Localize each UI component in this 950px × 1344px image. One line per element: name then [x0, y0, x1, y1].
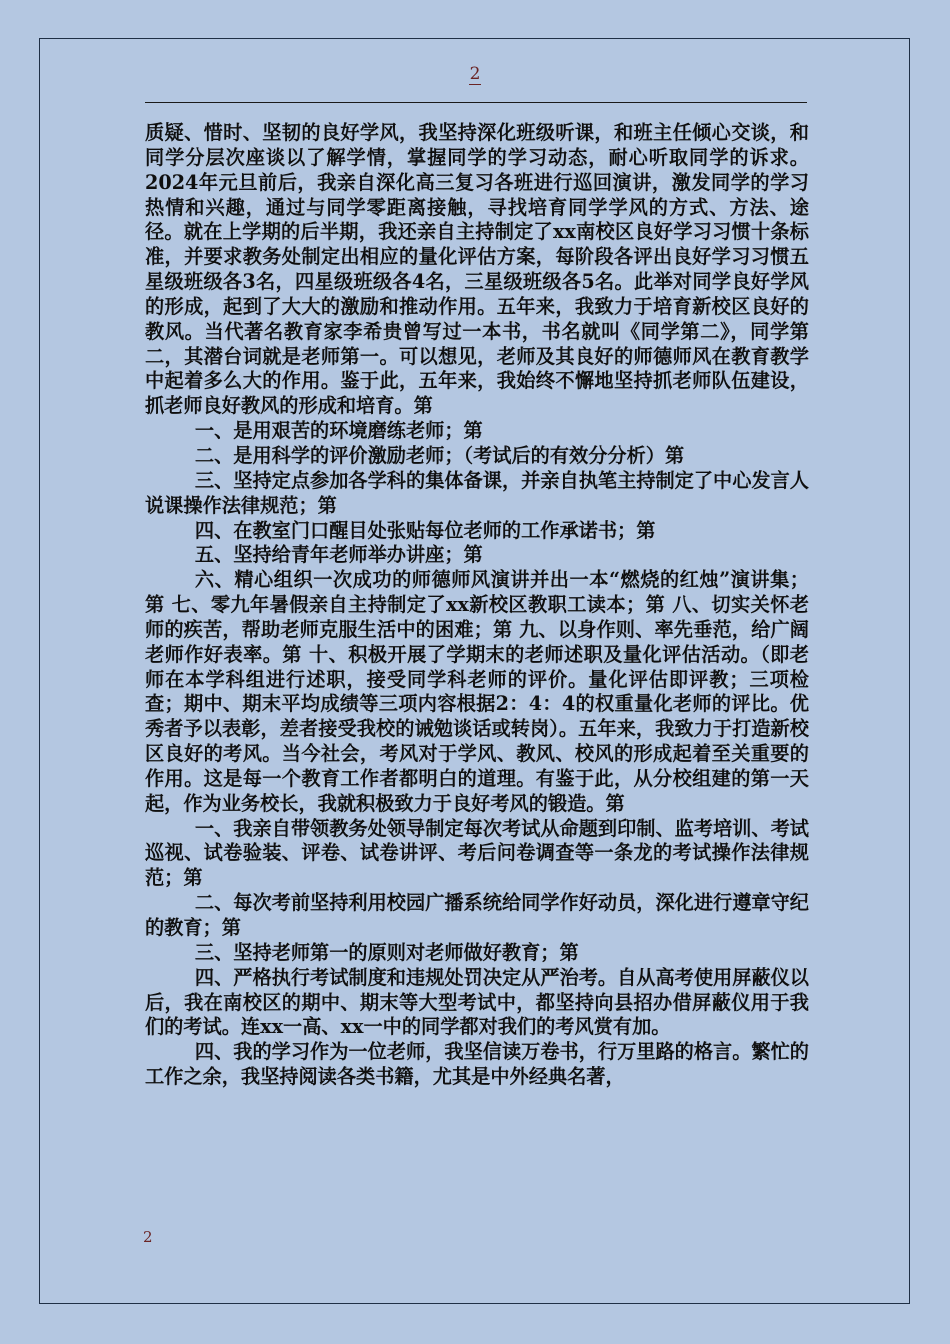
- header-page-number-text: 2: [469, 64, 481, 84]
- paragraph: 三、坚持老师第一的原则对老师做好教育；第: [194, 940, 579, 964]
- paragraph: 质疑、惜时、坚韧的良好学风，我坚持深化班级听课，和班主任倾心交谈，和同学分层次座谈以了解学情，掌握同学的学习动态，耐心听取同学的诉求。2024年元旦前后，我亲自深化高三复习各班进行巡回演讲，激发同学的学习热情和兴趣，通过与同学零距离接触，寻找培育同学学风的方式、方法、途径。就在上学期的后半期，我还亲自主持制定了xx南校区良好学习习惯十条标准，并要求教务处制定出相应的量化评估方案，每阶段各评出良好学习习惯五星级班级各3名，四星级班级各4名，三星级班级各5名。此举对同学良好学风的形成，起到了大大的激励和推动作用。五年来，我致力于培育新校区良好的教风。当代著名教育家李希贵曾写过一本书，书名就叫《同学第二》，同学第二，其潜台词就是老师第一。可以想见，老师及其良好的师德师风在教育教学中起着多么大的作用。鉴于此，五年来，我始终不懈地坚持抓老师队伍建设，抓老师良好教风的形成和培育。第: [145, 121, 809, 418]
- footer-page-number: 2: [143, 1228, 153, 1246]
- paragraph: 五、坚持给青年老师举办讲座；第: [194, 543, 483, 567]
- paragraph: 三、坚持定点参加各学科的集体备课，并亲自执笔主持制定了中心发言人说课操作法律规范；第: [145, 468, 809, 517]
- paragraph: 一、我亲自带领教务处领导制定每次考试从命题到印制、监考培训、考试巡视、试卷验装、评卷、试卷讲评、考后问卷调查等一条龙的考试操作法律规范；第: [145, 816, 809, 890]
- paragraph: 一、是用艰苦的环境磨练老师；第: [194, 419, 483, 443]
- paragraph: 四、我的学习作为一位老师，我坚信读万卷书，行万里路的格言。繁忙的工作之余，我坚持阅读各类书籍，尤其是中外经典名著，: [145, 1040, 809, 1089]
- paragraph: 二、是用科学的评价激励老师；（考试后的有效分分析）第: [194, 443, 685, 467]
- paragraph: 四、在教室门口醒目处张贴每位老师的工作承诺书；第: [194, 518, 656, 542]
- header-rule: [145, 102, 807, 103]
- header-page-number: [0, 64, 950, 84]
- paragraph: 四、严格执行考试制度和违规处罚决定从严治考。自从高考使用屏蔽仪以后，我在南校区的期中、期末等大型考试中，都坚持向县招办借屏蔽仪用于我们的考试。连xx一高、xx一中的同学都对我们的考风赏有加。: [145, 965, 809, 1039]
- paragraph: 六、精心组织一次成功的师德师风演讲并出一本“燃烧的红烛”演讲集；第 七、零九年暑假亲自主持制定了xx新校区教职工读本；第 八、切实关怀老师的疾苦，帮助老师克服生活中的困难；第 九、以身作则、率先垂范，给广阔老师作好表率。第 十、积极开展了学期末的老师述职及量化评估活动。（即老师在本学科组进行述职，接受同学科老师的评价。量化评估即评教；三项检查；期中、期末平均成绩等三项内容根据2：4：4的权重量化老师的评比。优秀者予以表彰，差者接受我校的诫勉谈话或转岗）。五年来，我致力于打造新校区良好的考风。当今社会，考风对于学风、教风、校风的形成起着至关重要的作用。这是每一个教育工作者都明白的道理。有鉴于此，从分校组建的第一天起，作为业务校长，我就积极致力于良好考风的锻造。第: [145, 568, 809, 815]
- paragraph: 二、每次考前坚持利用校园广播系统给同学作好动员，深化进行遵章守纪的教育；第: [145, 891, 809, 939]
- document-body: [145, 121, 809, 1090]
